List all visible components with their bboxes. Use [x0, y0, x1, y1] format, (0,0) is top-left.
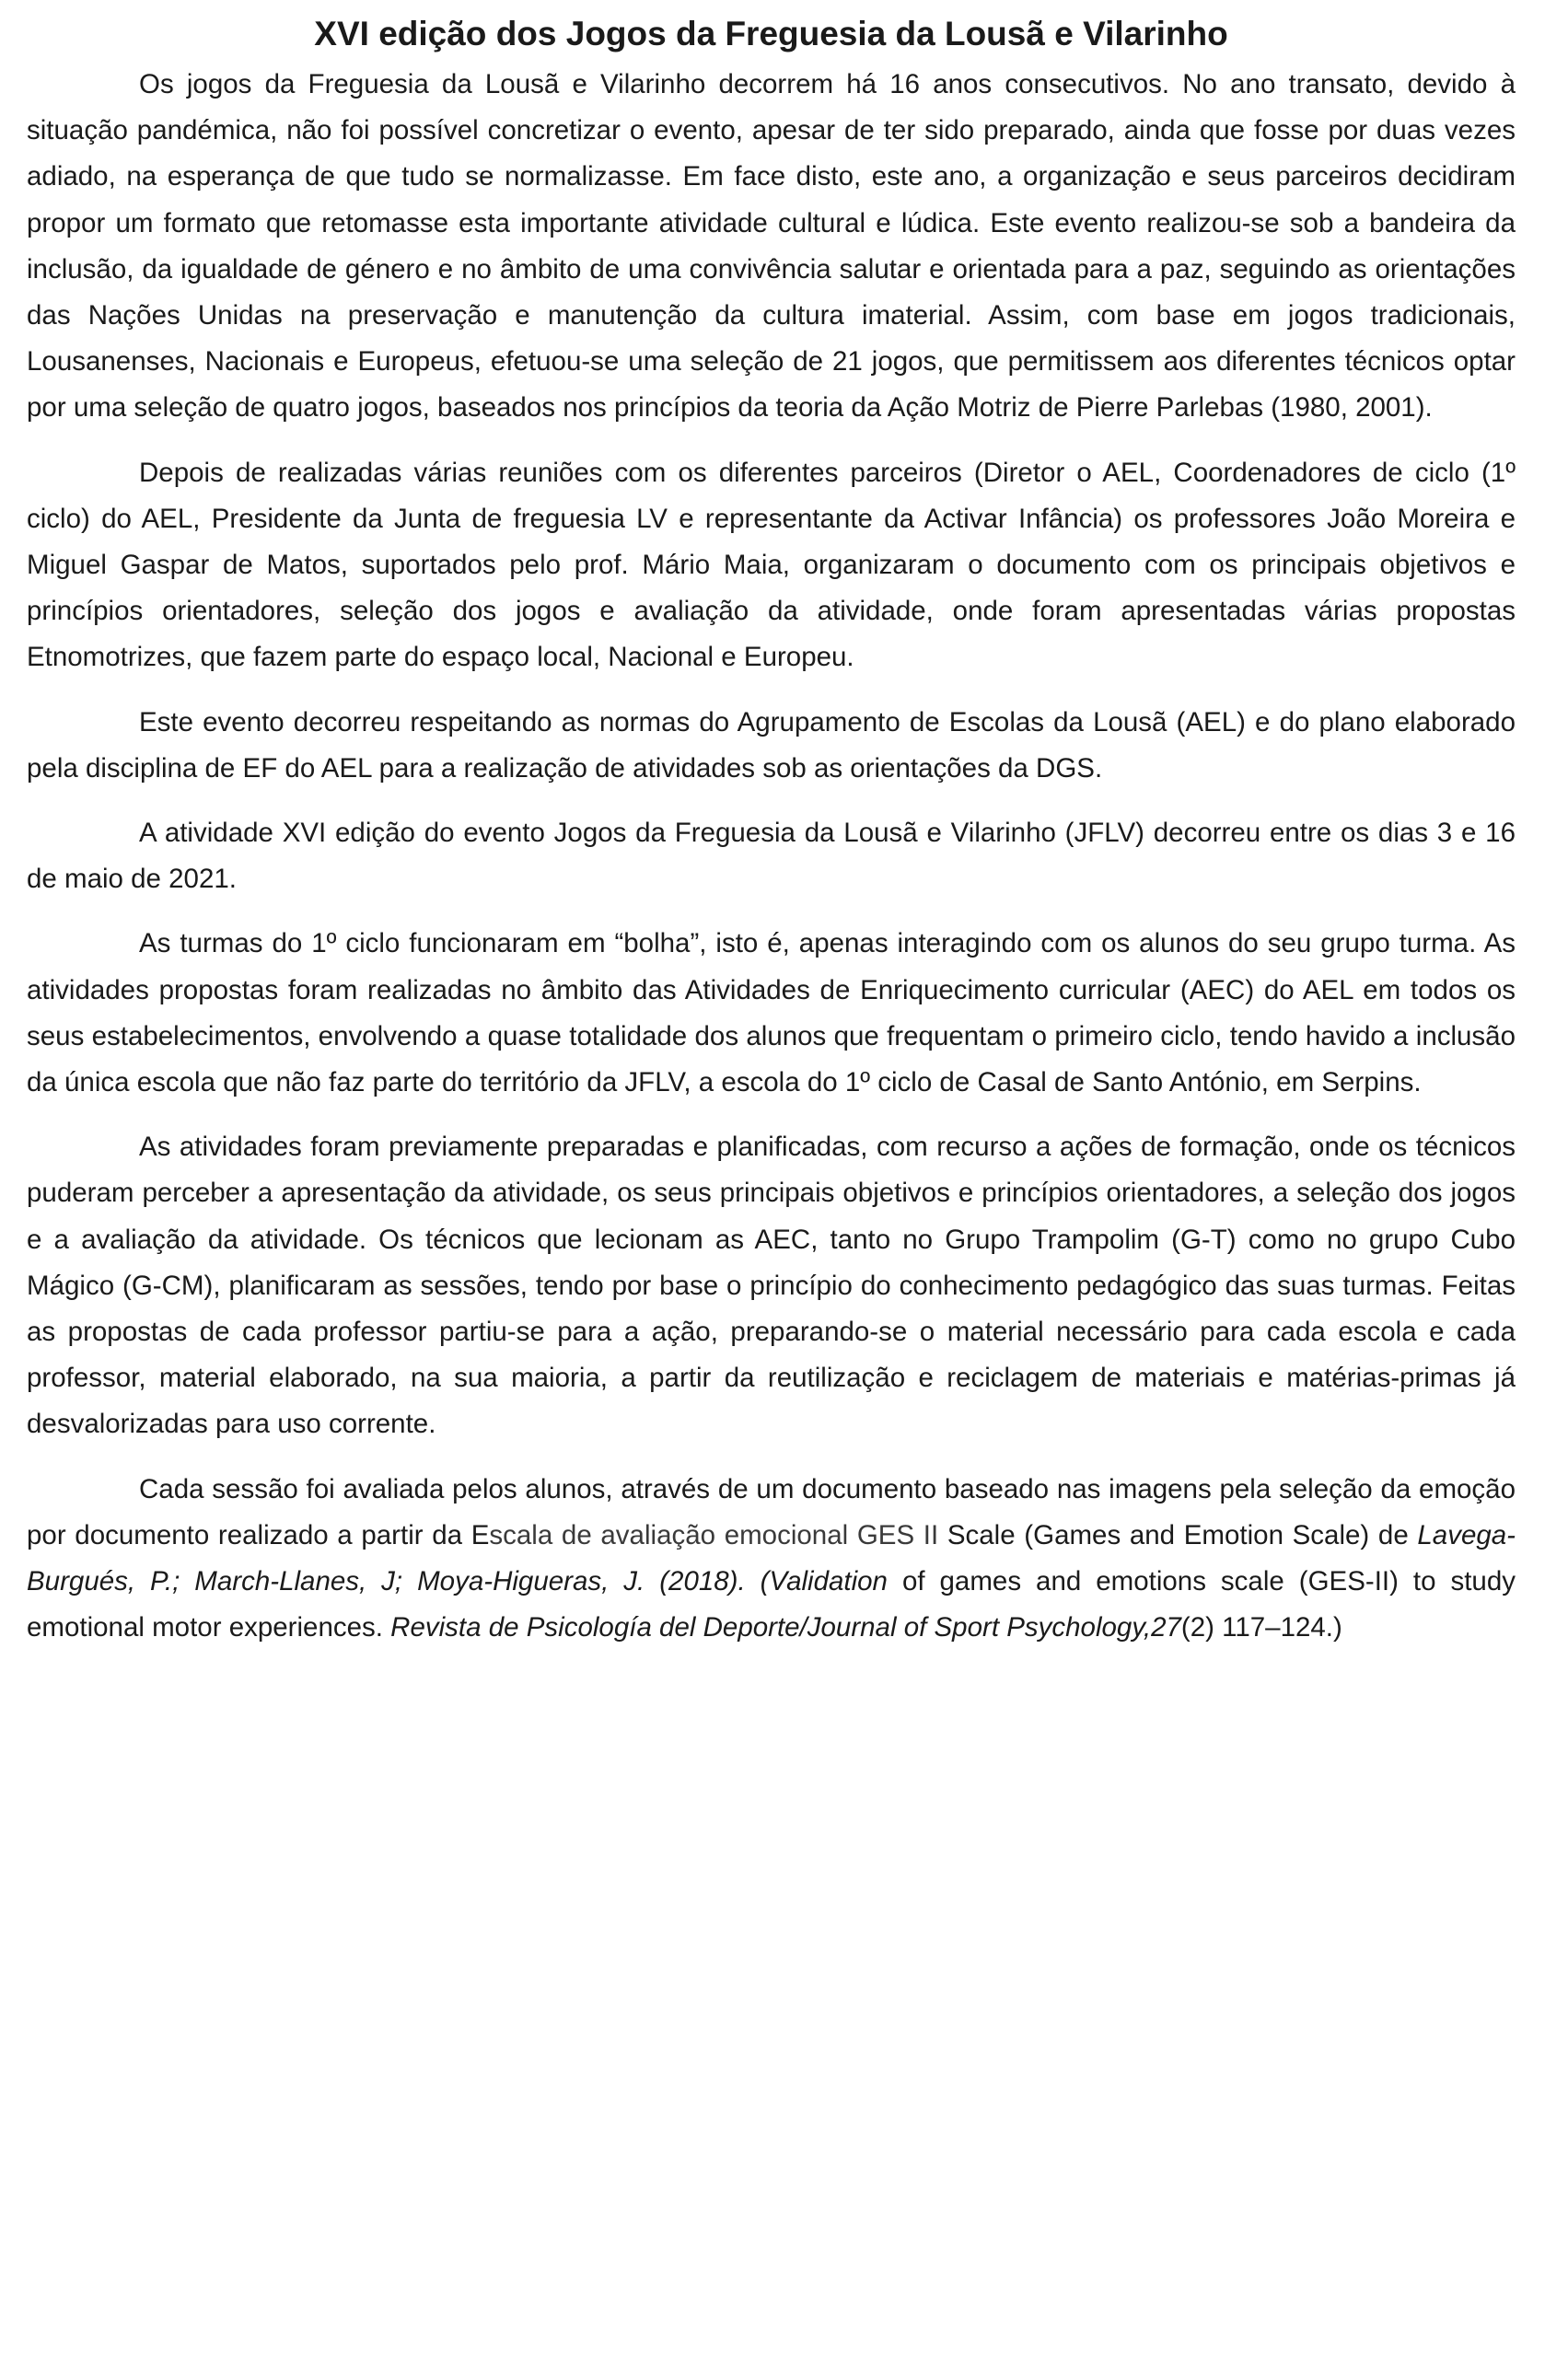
document-title: XVI edição dos Jogos da Freguesia da Lousã e Vilarinho — [314, 15, 1228, 52]
paragraph-meetings: Depois de realizadas várias reuniões com os diferentes parceiros (Diretor o AEL, Coordenadores de ciclo (1º ciclo) do AEL, Presidente da Junta de freguesia LV e representante da Activar Infância) os professores João Moreira e Miguel Gaspar de Matos, suportados pelo prof. Mário Maia, organizaram o documento com os principais objetivos e princípios orientadores, seleção dos jogos e avaliação da atividade, onde foram apresentadas várias propostas Etnomotrizes, que fazem parte do espaço local, Nacional e Europeu. — [27, 457, 1516, 673]
scale-name: scala de avaliação emocional GES II — [489, 1519, 939, 1550]
paragraph-classes: As turmas do 1º ciclo funcionaram em “bolha”, isto é, apenas interagindo com os alunos do seu grupo turma. As atividades propostas foram realizadas no âmbito das Atividades de Enriquecimento curricular (AEC) do AEL em todos os seus estabelecimentos, envolvendo a quase totalidade dos alunos que frequentam o primeiro ciclo, tendo havido a inclusão da única escola que não faz parte do território da JFLV, a escola do 1º ciclo de Casal de Santo António, em Serpins. — [27, 928, 1516, 1098]
paragraph-norms: Este evento decorreu respeitando as normas do Agrupamento de Escolas da Lousã (AEL) e do plano elaborado pela disciplina de EF do AEL para a realização de atividades sob as orientações da DGS. — [27, 706, 1516, 784]
citation-authors: Lavega-Burgués, P.; March-Llanes, J; Moya-Higueras, J. (2018). (Validation — [27, 1519, 1516, 1597]
document-page — [27, 0, 1516, 1652]
citation-journal: Revista de Psicología del Deporte/Journal of Sport Psychology,27 — [390, 1612, 1181, 1643]
evaluation-text-start: Cada sessão foi avaliada pelos alunos, através de um documento baseado nas imagens pela seleção da emoção por documento realizado a partir da E — [27, 1473, 1516, 1550]
evaluation-text-mid: Scale (Games and Emotion Scale) de — [938, 1519, 1418, 1550]
paragraph-intro: Os jogos da Freguesia da Lousã e Vilarinho decorrem há 16 anos consecutivos. No ano transato, devido à situação pandémica, não foi possível concretizar o evento, apesar de ter sido preparado, ainda que fosse por duas vezes adiado, na esperança de que tudo se normalizasse. Em face disto, este ano, a organização e seus parceiros decidiram propor um formato que retomasse esta importante atividade cultural e lúdica. Este evento realizou-se sob a bandeira da inclusão, da igualdade de género e no âmbito de uma convivência salutar e orientada para a paz, seguindo as orientações das Nações Unidas na preservação e manutenção da cultura imaterial. Assim, com base em jogos tradicionais, Lousanenses, Nacionais e Europeus, efetuou-se uma seleção de 21 jogos, que permitissem aos diferentes técnicos optar por uma seleção de quatro jogos, baseados nos princípios da teoria da Ação Motriz de Pierre Parlebas (1980, 2001). — [27, 69, 1516, 424]
citation-title: of games and emotions scale (GES-II) to study emotional motor experiences. — [27, 1566, 1516, 1643]
paragraph-dates: A atividade XVI edição do evento Jogos da Freguesia da Lousã e Vilarinho (JFLV) decorreu entre os dias 3 e 16 de maio de 2021. — [27, 818, 1516, 895]
paragraph-preparation: As atividades foram previamente preparadas e planificadas, com recurso a ações de formação, onde os técnicos puderam perceber a apresentação da atividade, os seus principais objetivos e princípios orientadores, a seleção dos jogos e a avaliação da atividade. Os técnicos que lecionam as AEC, tanto no Grupo Trampolim (G-T) como no grupo Cubo Mágico (G-CM), planificaram as sessões, tendo por base o princípio do conhecimento pedagógico das suas turmas. Feitas as propostas de cada professor partiu-se para a ação, preparando-se o material necessário para cada escola e cada professor, material elaborado, na sua maioria, a partir da reutilização e reciclagem de materiais e matérias-primas já desvalorizadas para uso corrente. — [27, 1132, 1516, 1440]
paragraph-evaluation — [27, 1467, 1516, 1652]
citation-pages: (2) 117–124.) — [1180, 1612, 1342, 1643]
